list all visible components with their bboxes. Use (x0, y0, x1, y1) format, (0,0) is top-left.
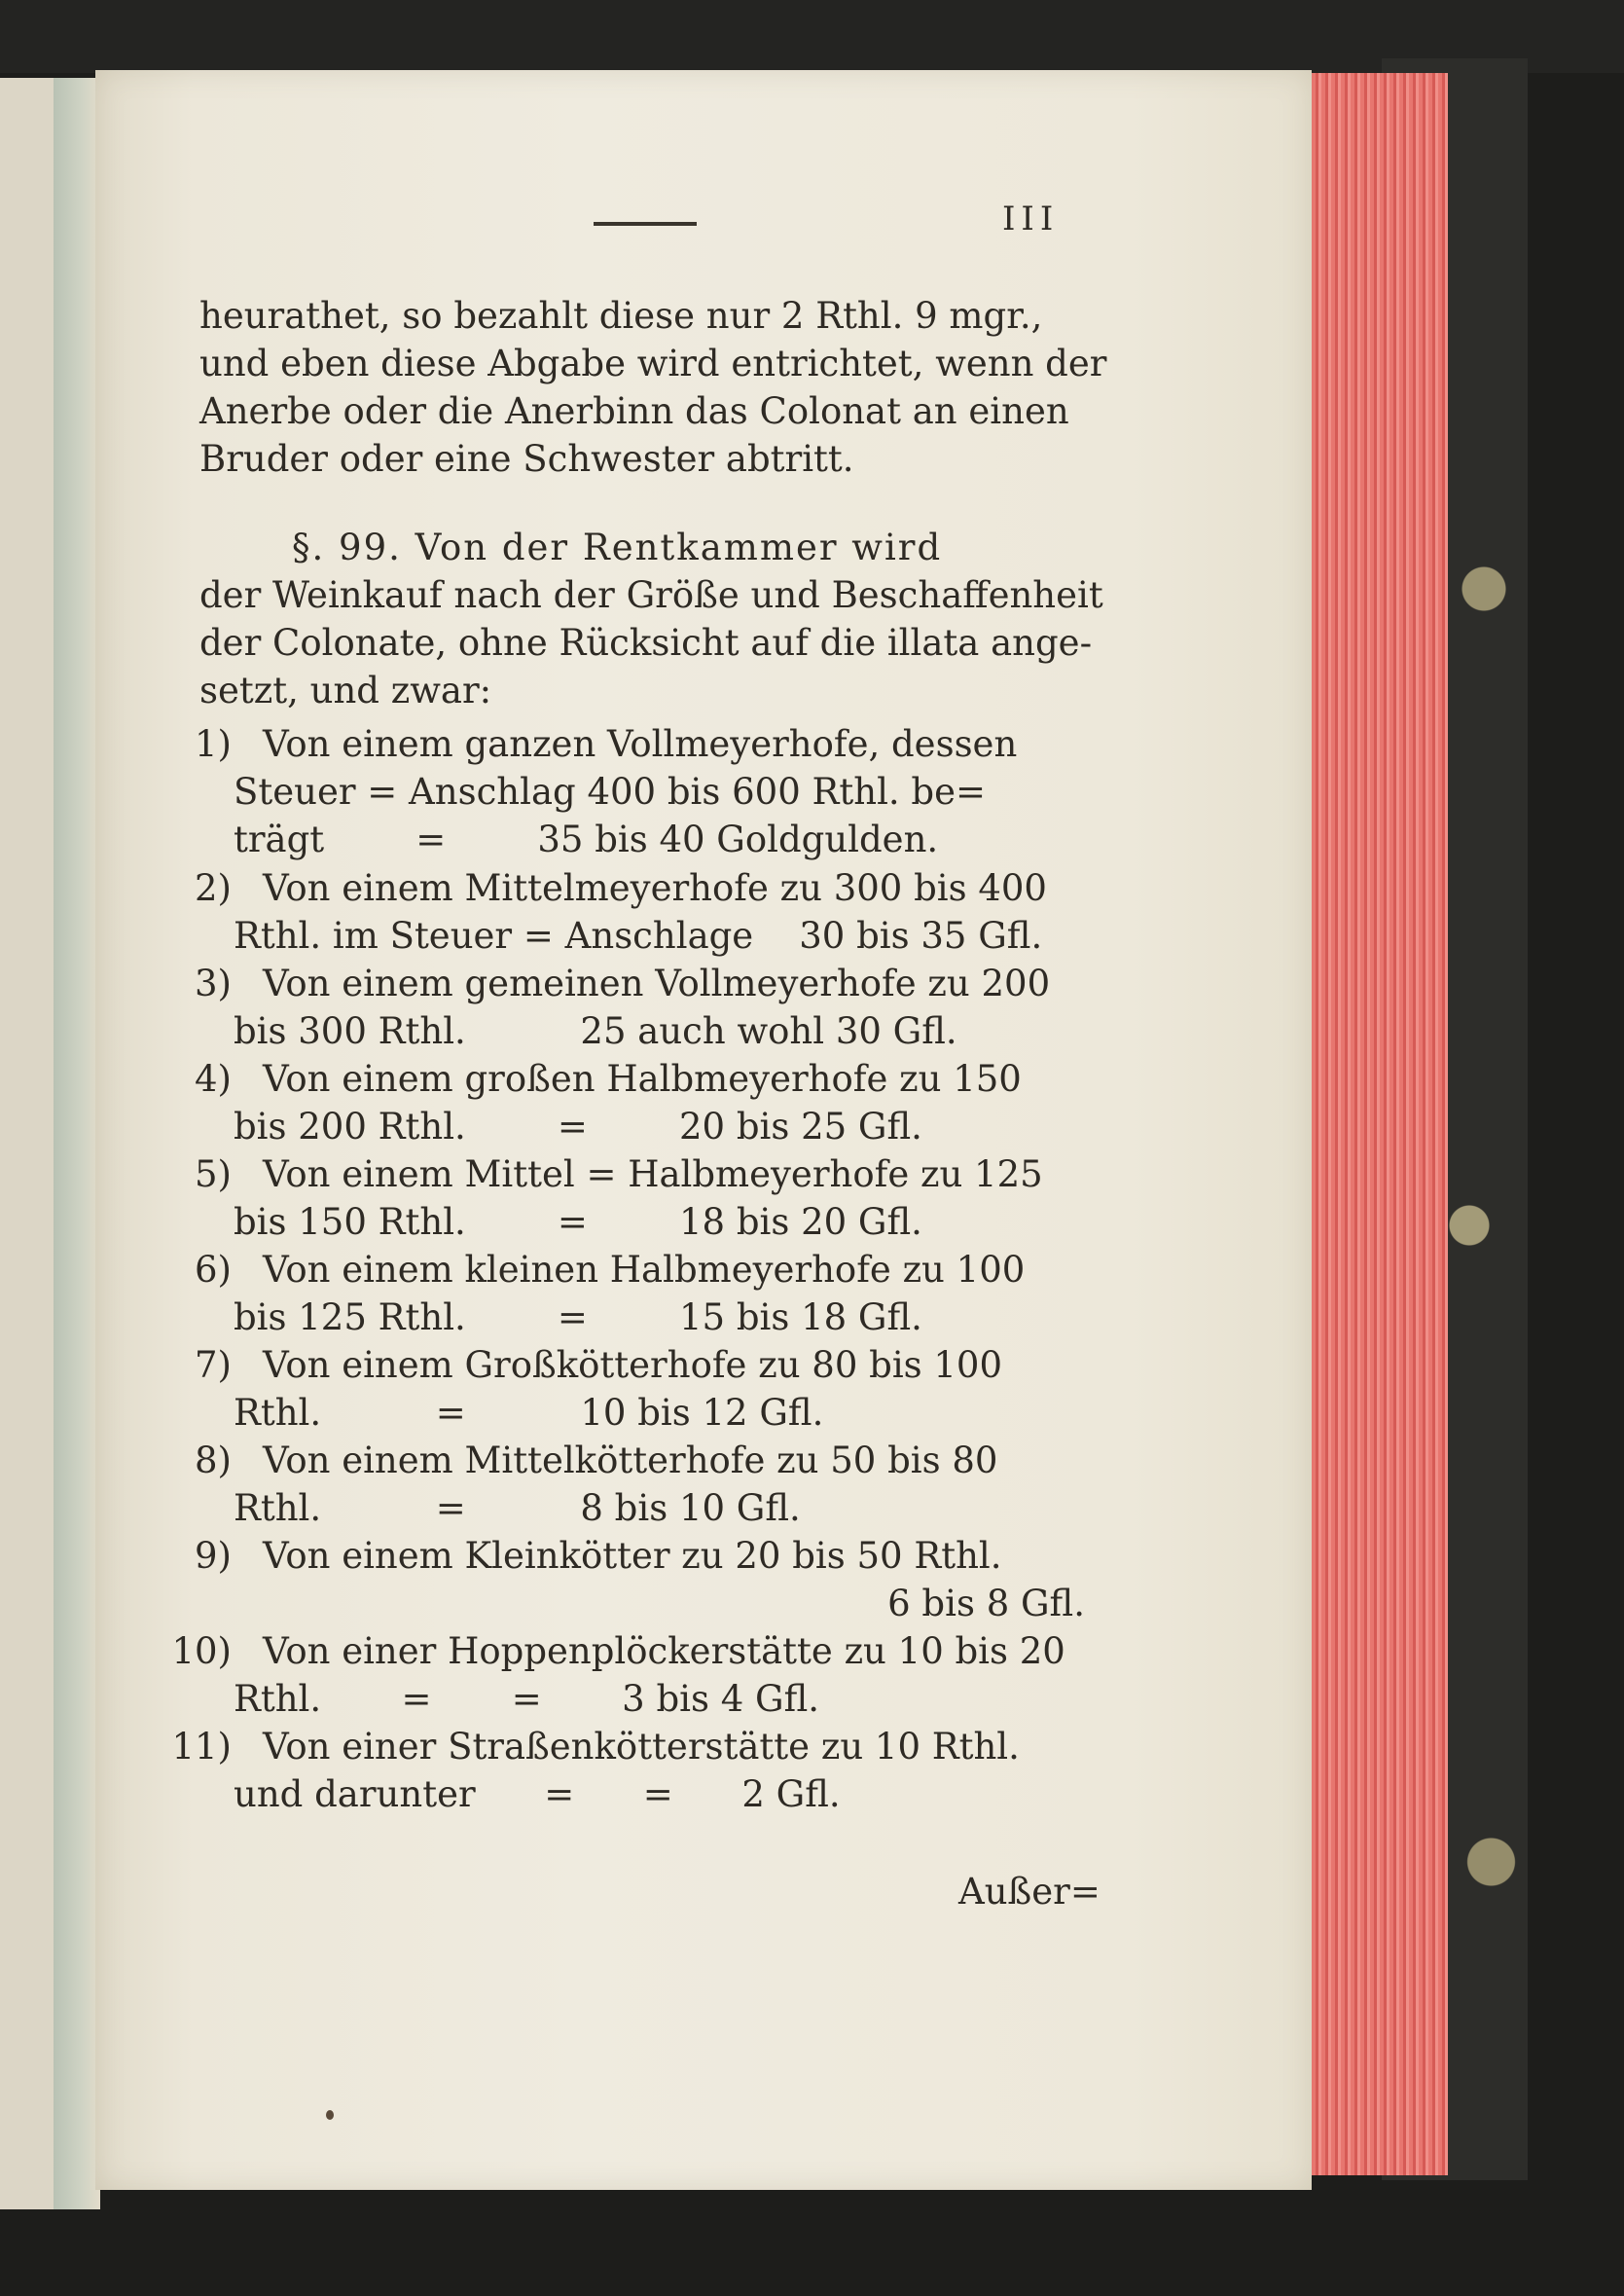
section-paragraph (199, 524, 1103, 714)
item-line: bis 200 Rthl. = 20 bis 25 Gfl. (234, 1106, 922, 1148)
text-line: heurathet, so bezahlt diese nur 2 Rthl. 9 mgr., (199, 295, 1043, 337)
intro-paragraph (199, 292, 1107, 483)
item-number: 8) (195, 1440, 232, 1481)
list-item (171, 1723, 1085, 1818)
text-line: der Weinkauf nach der Größe und Beschaffenheit (199, 574, 1103, 616)
catchword: Außer= (958, 1871, 1101, 1913)
background (0, 0, 1624, 73)
item-line: 6 bis 8 Gfl. (887, 1583, 1085, 1624)
item-number: 4) (195, 1058, 232, 1100)
item-number: 1) (195, 723, 232, 765)
item-line: Rthl. = = 3 bis 4 Gfl. (234, 1678, 820, 1720)
item-line: Von einem Mittelkötterhofe zu 50 bis 80 (263, 1440, 998, 1481)
item-line: Von einer Straßenkötterstätte zu 10 Rthl. (263, 1726, 1020, 1768)
list-item (195, 1055, 1085, 1150)
item-line: Von einem Kleinkötter zu 20 bis 50 Rthl. (263, 1535, 1002, 1577)
text-line: der Colonate, ohne Rücksicht auf die illata ange- (199, 622, 1093, 664)
list-item (195, 1532, 1085, 1627)
ink-spot (326, 2110, 334, 2120)
text-line: setzt, und zwar: (199, 670, 492, 711)
item-line: Von einem großen Halbmeyerhofe zu 150 (263, 1058, 1022, 1100)
item-line: Steuer = Anschlag 400 bis 600 Rthl. be= (234, 771, 987, 813)
item-number: 11) (171, 1726, 232, 1768)
text-line: und eben diese Abgabe wird entrichtet, wenn der (199, 343, 1107, 384)
item-line: Von einem kleinen Halbmeyerhofe zu 100 (263, 1249, 1026, 1291)
item-line: Rthl. = 10 bis 12 Gfl. (234, 1392, 824, 1434)
item-number: 7) (195, 1344, 232, 1386)
section-heading: §. 99. Von der Rentkammer wird (292, 527, 943, 568)
page-number: III (1002, 200, 1060, 238)
list-item (195, 864, 1085, 960)
list-item (195, 960, 1085, 1055)
item-number: 3) (195, 963, 232, 1004)
item-line: Von einem gemeinen Vollmeyerhofe zu 200 (263, 963, 1051, 1004)
item-number: 2) (195, 867, 232, 909)
list-item (195, 720, 1085, 863)
item-line: bis 300 Rthl. 25 auch wohl 30 Gfl. (234, 1010, 957, 1052)
header-rule (594, 222, 697, 226)
item-line: Von einer Hoppenplöckerstätte zu 10 bis 20 (263, 1630, 1065, 1672)
item-line: Rthl. = 8 bis 10 Gfl. (234, 1487, 801, 1529)
item-line: bis 125 Rthl. = 15 bis 18 Gfl. (234, 1296, 922, 1338)
item-line: Von einem Mittelmeyerhofe zu 300 bis 400 (263, 867, 1047, 909)
page-edges (1302, 73, 1448, 2175)
item-number: 5) (195, 1153, 232, 1195)
item-line: trägt = 35 bis 40 Goldgulden. (234, 819, 939, 860)
list-item (195, 1341, 1085, 1437)
item-number: 10) (171, 1630, 232, 1672)
item-line: Von einem ganzen Vollmeyerhofe, dessen (263, 723, 1018, 765)
item-number: 6) (195, 1249, 232, 1291)
item-line: Von einem Mittel = Halbmeyerhofe zu 125 (263, 1153, 1043, 1195)
list-item (195, 1246, 1085, 1341)
list-item (195, 1150, 1085, 1246)
item-line: Rthl. im Steuer = Anschlage 30 bis 35 Gfl. (234, 915, 1043, 957)
item-number: 9) (195, 1535, 232, 1577)
list-item (171, 1627, 1085, 1723)
text-line: Bruder oder eine Schwester abtritt. (199, 438, 854, 480)
item-line: und darunter = = 2 Gfl. (234, 1773, 841, 1815)
list-item (195, 1437, 1085, 1532)
text-line: Anerbe oder die Anerbinn das Colonat an einen (199, 390, 1069, 432)
gutter (54, 78, 100, 2209)
item-line: bis 150 Rthl. = 18 bis 20 Gfl. (234, 1201, 922, 1243)
item-line: Von einem Großkötterhofe zu 80 bis 100 (263, 1344, 1003, 1386)
